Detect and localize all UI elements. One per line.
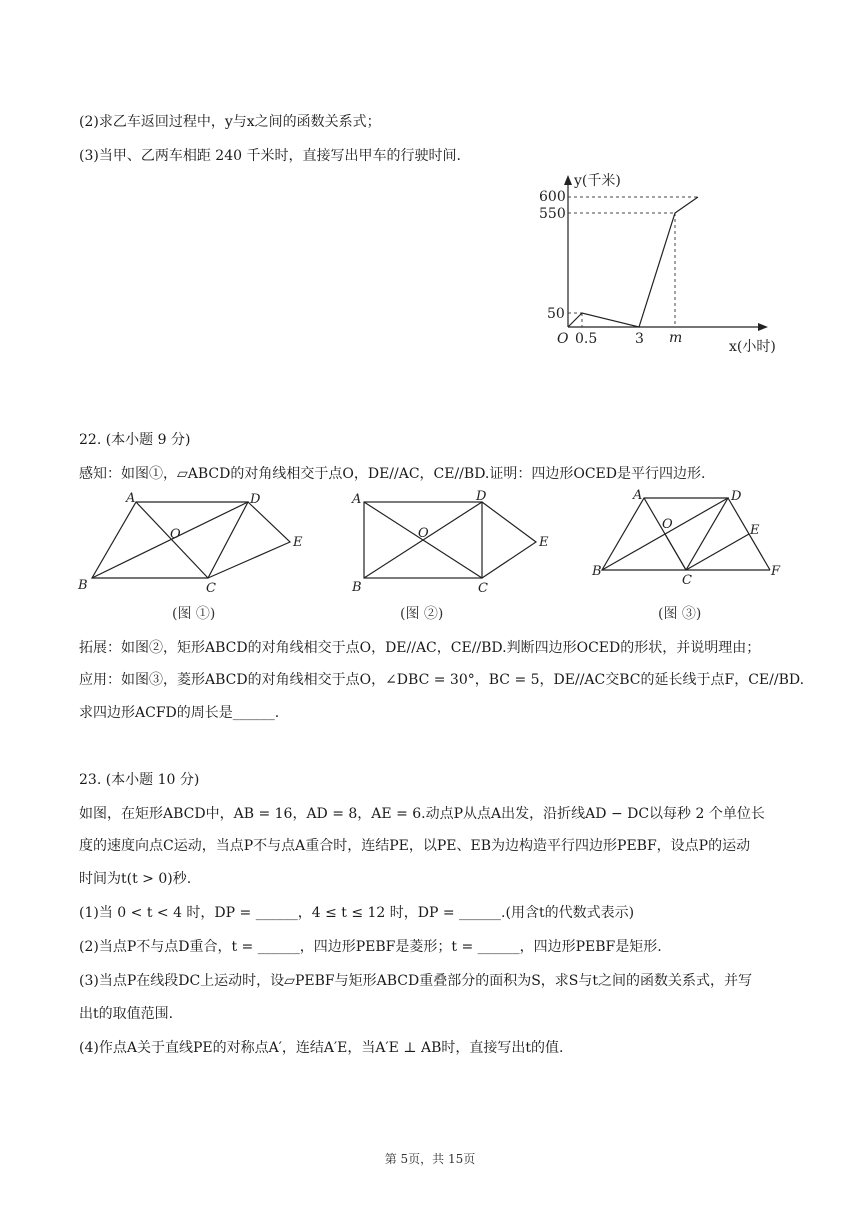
- fig2-D: D: [476, 489, 487, 504]
- q21-part2: (2)求乙车返回过程中，y与x之间的函数关系式；: [79, 114, 381, 130]
- page-footer: 第 5页，共 15页: [384, 1152, 476, 1166]
- x-tick-3: 3: [635, 331, 644, 347]
- q21-part3: (3)当甲、乙两车相距 240 千米时，直接写出甲车的行驶时间.: [79, 148, 461, 164]
- y-axis-label: y(千米): [574, 173, 621, 189]
- fig3-F: F: [771, 564, 781, 579]
- q22-apply-2: 求四边形ACFD的周长是______.: [79, 705, 280, 721]
- q23-sub-3a: (3)当点P在线段DC上运动时，设▱PEBF与矩形ABCD重叠部分的面积为S，求S与t之间的函数关系式，并写: [79, 973, 752, 989]
- q22-figure-3: [588, 486, 788, 596]
- y-tick-550: 550: [539, 206, 566, 222]
- q22-apply: 应用：如图③，菱形ABCD的对角线相交于点O，∠DBC = 30°，BC = 5，DE//AC交BC的延长线于点F，CE//BD.: [79, 672, 805, 688]
- fig3-B: B: [592, 564, 602, 579]
- q23-para-3: 时间为t(t > 0)秒.: [79, 871, 192, 887]
- fig3-caption: (图 ③): [658, 606, 702, 622]
- q22-figure-1: [74, 488, 314, 598]
- q23-title: 23. (本小题 10 分): [79, 772, 200, 788]
- y-tick-50: 50: [547, 306, 565, 322]
- fig1-B: B: [78, 578, 88, 593]
- y-tick-600: 600: [539, 189, 566, 205]
- x-tick-0.5: 0.5: [575, 331, 598, 347]
- q22-extend: 拓展：如图②，矩形ABCD的对角线相交于点O，DE//AC，CE//BD.判断四边形OCED的形状，并说明理由；: [79, 640, 761, 656]
- fig1-C: C: [206, 581, 216, 596]
- q23-para-1: 如图，在矩形ABCD中，AB = 16，AD = 8，AE = 6.动点P从点A出发，沿折线AD − DC以每秒 2 个单位长: [79, 806, 765, 822]
- origin-label: O: [557, 331, 569, 347]
- q21-graph: [530, 165, 800, 365]
- fig1-E: E: [293, 535, 303, 550]
- fig1-A: A: [126, 491, 136, 506]
- fig2-A: A: [352, 492, 362, 507]
- q23-sub-2: (2)当点P不与点D重合，t = ______，四边形PEBF是菱形；t = ______，四边形PEBF是矩形.: [79, 939, 662, 955]
- fig3-A: A: [633, 488, 643, 503]
- fig1-caption: (图 ①): [172, 606, 216, 622]
- x-tick-m: m: [669, 330, 683, 346]
- q23-sub-1: (1)当 0 < t < 4 时，DP = ______，4 ≤ t ≤ 12 时，DP = ______.(用含t的代数式表示): [79, 905, 635, 921]
- fig2-E: E: [539, 535, 549, 550]
- q22-figure-2: [346, 488, 566, 598]
- x-axis-label: x(小时): [729, 339, 776, 355]
- q22-intro: 感知：如图①，▱ABCD的对角线相交于点O，DE//AC，CE//BD.证明：四边形OCED是平行四边形.: [79, 466, 706, 482]
- fig2-C: C: [478, 581, 488, 596]
- q23-sub-4: (4)作点A关于直线PE的对称点A′，连结A′E，当A′E ⊥ AB时，直接写出t的值.: [79, 1040, 564, 1056]
- fig3-D: D: [731, 489, 742, 504]
- fig3-C: C: [682, 573, 692, 588]
- q23-sub-3b: 出t的取值范围.: [79, 1006, 174, 1022]
- fig1-O: O: [170, 527, 181, 542]
- fig2-B: B: [352, 580, 362, 595]
- fig1-D: D: [250, 492, 261, 507]
- q23-para-2: 度的速度向点C运动，当点P不与点A重合时，连结PE，以PE、EB为边构造平行四边形PEBF，设点P的运动: [79, 838, 751, 854]
- fig3-O: O: [662, 517, 673, 532]
- fig2-caption: (图 ②): [400, 606, 444, 622]
- fig2-O: O: [418, 526, 429, 541]
- q22-title: 22. (本小题 9 分): [79, 432, 191, 448]
- fig3-E: E: [750, 523, 760, 538]
